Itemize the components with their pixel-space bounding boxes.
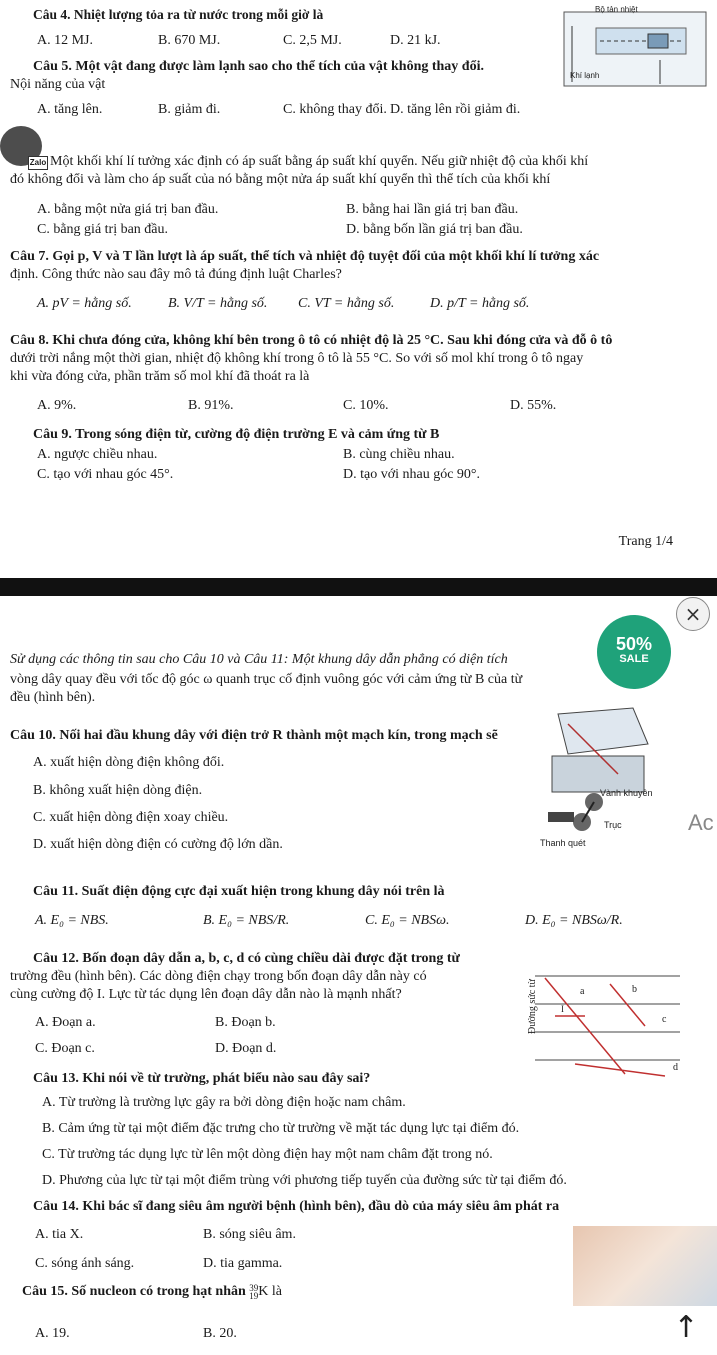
q10-stem: Câu 10. Nối hai đầu khung dây với điện trở R thành một mạch kín, trong mạch sẽ xyxy=(10,728,498,743)
q15-stem-line xyxy=(22,1283,282,1301)
q13-option-b[interactable]: B. Cảm ứng từ tại một điểm đặc trưng cho từ trường về mặt tác dụng lực tại điểm đó. xyxy=(42,1121,520,1136)
heat-sink-label: Bộ tản nhiệt xyxy=(595,5,638,14)
q6-stem-line1: Một khối khí lí tưởng xác định có áp suất bằng áp suất khí quyển. Nếu giữ nhiệt độ của khối khí xyxy=(50,154,589,169)
q12-stem-line2: trường đều (hình bên). Các dòng điện chạy trong bốn đoạn dây dẫn này có xyxy=(10,969,427,984)
segment-b-label: b xyxy=(632,984,637,995)
exam-page-1 xyxy=(0,0,717,578)
q8-option-a[interactable]: A. 9%. xyxy=(37,398,77,413)
q9-stem: Câu 9. Trong sóng điện từ, cường độ điện trường E và cảm ứng từ B xyxy=(33,427,440,442)
shared-intro-line2: vòng dây quay đều với tốc độ góc ω quanh trục cố định vuông góc với cảm ứng từ B của từ xyxy=(10,672,523,687)
nuclide-atomic-number: 19 xyxy=(249,1290,259,1301)
shared-intro-line1: Sử dụng các thông tin sau cho Câu 10 và Câu 11: Một khung dây dẫn phẳng có diện tích xyxy=(10,652,508,667)
q8-stem-line2: dưới trời nắng một thời gian, nhiệt độ không khí trong ô tô là 55 °C. So với số mol khí trong ô tô ngay xyxy=(10,351,584,366)
activation-watermark: Ac xyxy=(688,810,714,835)
shared-intro-line3: đều (hình bên). xyxy=(10,690,96,705)
q12-option-d[interactable]: D. Đoạn d. xyxy=(215,1041,277,1056)
heat-sink-figure xyxy=(560,4,710,88)
page-separator xyxy=(0,578,717,596)
current-label: I xyxy=(561,1004,564,1014)
q13-stem: Câu 13. Khi nói về từ trường, phát biểu nào sau đây sai? xyxy=(33,1071,371,1086)
q5-stem-line2: Nội năng của vật xyxy=(10,77,106,92)
magnetic-field-figure xyxy=(505,956,685,1081)
q13-option-c[interactable]: C. Từ trường tác dụng lực từ lên một dòng điện hay một nam châm đặt trong nó. xyxy=(42,1147,493,1162)
q7-stem-line1: Câu 7. Gọi p, V và T lần lượt là áp suất, thể tích và nhiệt độ tuyệt đối của một khối khí lí tưởng xác xyxy=(10,249,600,264)
q15-stem: Câu 15. Số nucleon có trong hạt nhân xyxy=(22,1284,250,1299)
segment-a-label: a xyxy=(580,986,585,997)
q8-option-b[interactable]: B. 91%. xyxy=(188,398,234,413)
q10-option-a[interactable]: A. xuất hiện dòng điện không đổi. xyxy=(33,755,225,770)
q5-option-b[interactable]: B. giảm đi. xyxy=(158,102,221,117)
q11-stem: Câu 11. Suất điện động cực đại xuất hiện trong khung dây nói trên là xyxy=(33,884,445,899)
q4-option-b[interactable]: B. 670 MJ. xyxy=(158,33,221,48)
page-number: Trang 1/4 xyxy=(618,534,673,549)
q8-stem-line3: khi vừa đóng cửa, phần trăm số mol khí đã thoát ra là xyxy=(10,369,310,384)
q9-option-a[interactable]: A. ngược chiều nhau. xyxy=(37,447,158,462)
q6-option-c[interactable]: C. bằng giá trị ban đầu. xyxy=(37,222,169,237)
q15-stem-end: là xyxy=(268,1284,283,1299)
nuclide-mass-number: 39 xyxy=(249,1282,259,1293)
q4-stem: Câu 4. Nhiệt lượng tỏa ra từ nước trong mỗi giờ là xyxy=(33,7,324,22)
cold-air-label: Khí lạnh xyxy=(570,71,600,80)
q12-option-c[interactable]: C. Đoạn c. xyxy=(35,1041,95,1056)
q7-stem-line2: định. Công thức nào sau đây mô tả đúng định luật Charles? xyxy=(10,267,342,282)
q15-option-b[interactable]: B. 20. xyxy=(203,1326,237,1341)
sale-label: SALE xyxy=(619,653,649,665)
generator-figure xyxy=(538,704,658,854)
q8-option-d[interactable]: D. 55%. xyxy=(510,398,557,413)
q10-option-b[interactable]: B. không xuất hiện dòng điện. xyxy=(33,783,203,798)
q11-option-d[interactable]: D. E₀ = NBSω/R. xyxy=(525,913,623,928)
q7-option-d[interactable]: D. p/T = hằng số. xyxy=(430,296,530,311)
q4-option-a[interactable]: A. 12 MJ. xyxy=(37,33,94,48)
q12-stem-line3: cùng cường độ I. Lực từ tác dụng lên đoạn dây dẫn nào là mạnh nhất? xyxy=(10,987,402,1002)
q15-option-a[interactable]: A. 19. xyxy=(35,1326,70,1341)
q14-option-d[interactable]: D. tia gamma. xyxy=(203,1256,283,1271)
brush-label: Thanh quét xyxy=(540,838,586,848)
q14-option-a[interactable]: A. tia X. xyxy=(35,1227,84,1242)
q6-option-b[interactable]: B. bằng hai lần giá trị ban đầu. xyxy=(346,202,519,217)
q14-stem: Câu 14. Khi bác sĩ đang siêu âm người bệnh (hình bên), đầu dò của máy siêu âm phát ra xyxy=(33,1199,560,1214)
q10-option-c[interactable]: C. xuất hiện dòng điện xoay chiều. xyxy=(33,810,229,825)
sale-percent: 50% xyxy=(615,634,653,654)
q13-option-d[interactable]: D. Phương của lực từ tại một điểm trùng với phương tiếp tuyến của đường sức từ tại điểm đó. xyxy=(42,1173,567,1188)
q6-option-a[interactable]: A. bằng một nửa giá trị ban đầu. xyxy=(37,202,219,217)
segment-d-label: d xyxy=(673,1062,678,1073)
nuclide-symbol: K xyxy=(258,1284,269,1299)
q6-option-d[interactable]: D. bằng bốn lần giá trị ban đầu. xyxy=(346,222,523,237)
q13-option-a[interactable]: A. Từ trường là trường lực gây ra bởi dòng điện hoặc nam châm. xyxy=(42,1095,406,1110)
q14-option-c[interactable]: C. sóng ánh sáng. xyxy=(35,1256,135,1271)
axis-label: Trục xyxy=(604,820,622,830)
q5-option-d[interactable]: D. tăng lên rồi giảm đi. xyxy=(390,102,521,117)
q8-option-c[interactable]: C. 10%. xyxy=(343,398,389,413)
scroll-up-icon[interactable]: ↑ xyxy=(673,1310,699,1345)
q5-option-a[interactable]: A. tăng lên. xyxy=(37,102,103,117)
q12-stem-line1: Câu 12. Bốn đoạn dây dẫn a, b, c, d có cùng chiều dài được đặt trong từ xyxy=(33,951,460,966)
q10-option-d[interactable]: D. xuất hiện dòng điện có cường độ lớn dần. xyxy=(33,837,283,852)
q7-option-a[interactable]: A. pV = hằng số. xyxy=(37,296,132,311)
q9-option-d[interactable]: D. tạo với nhau góc 90°. xyxy=(343,467,481,482)
q9-option-c[interactable]: C. tạo với nhau góc 45°. xyxy=(37,467,174,482)
q12-option-a[interactable]: A. Đoạn a. xyxy=(35,1015,96,1030)
q8-stem-line1: Câu 8. Khi chưa đóng cửa, không khí bên trong ô tô có nhiệt độ là 25 °C. Sau khi đóng cửa và đỗ ô tô xyxy=(10,333,613,348)
q9-option-b[interactable]: B. cùng chiều nhau. xyxy=(343,447,455,462)
q4-option-c[interactable]: C. 2,5 MJ. xyxy=(283,33,342,48)
slip-ring-label: Vành khuyên xyxy=(600,788,653,798)
q11-option-c[interactable]: C. E₀ = NBSω. xyxy=(365,913,450,928)
q5-stem: Câu 5. Một vật đang được làm lạnh sao cho thể tích của vật không thay đổi. xyxy=(33,59,484,74)
close-icon[interactable]: × xyxy=(676,597,710,631)
q14-option-b[interactable]: B. sóng siêu âm. xyxy=(203,1227,296,1242)
nuclide-numbers xyxy=(249,1284,258,1300)
q11-option-a[interactable]: A. E₀ = NBS. xyxy=(35,913,109,928)
field-lines-axis-label: Đường sức từ xyxy=(527,979,538,1034)
q4-option-d[interactable]: D. 21 kJ. xyxy=(390,33,441,48)
q7-option-c[interactable]: C. VT = hằng số. xyxy=(298,296,395,311)
q5-option-c[interactable]: C. không thay đổi. xyxy=(283,102,387,117)
segment-c-label: c xyxy=(662,1014,667,1025)
q7-option-b[interactable]: B. V/T = hằng số. xyxy=(168,296,268,311)
zalo-logo-icon: Zalo xyxy=(28,156,48,170)
q11-option-b[interactable]: B. E₀ = NBS/R. xyxy=(203,913,290,928)
q5-stem-line1 xyxy=(33,58,484,76)
sale-badge[interactable] xyxy=(597,615,671,689)
q12-option-b[interactable]: B. Đoạn b. xyxy=(215,1015,276,1030)
ultrasound-photo xyxy=(573,1226,717,1306)
q6-stem-line2: đó không đổi và làm cho áp suất của nó bằng một nửa áp suất khí quyển thì thể tích của khối khí xyxy=(10,172,551,187)
